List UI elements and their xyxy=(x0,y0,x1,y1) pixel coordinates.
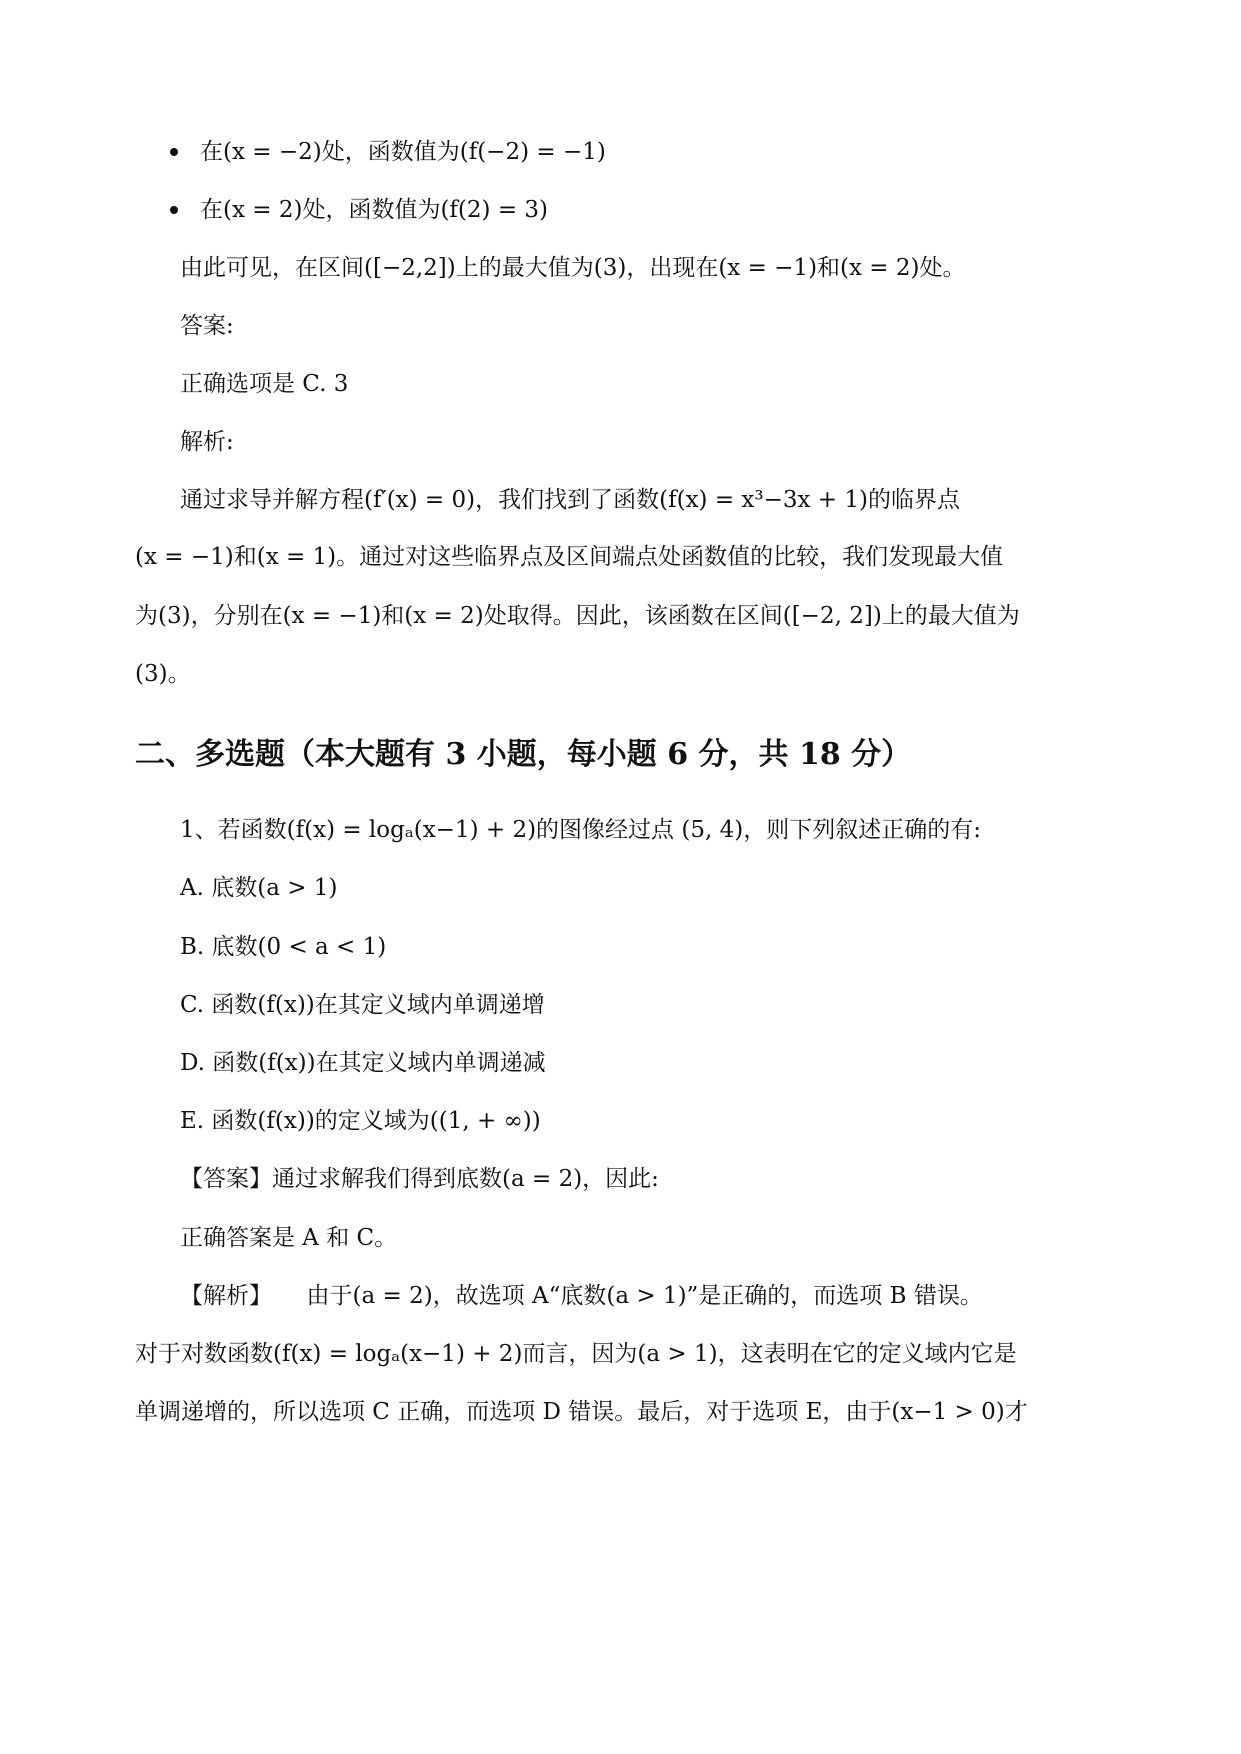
option-a: A. 底数(a > 1) xyxy=(180,875,338,901)
analysis-line: (3)。 xyxy=(135,661,191,687)
answer2-result: 正确答案是 A 和 C。 xyxy=(180,1225,398,1251)
section-heading: 二、多选题（本大题有 3 小题，每小题 6 分，共 18 分） xyxy=(135,737,912,772)
option-c: C. 函数(f(x))在其定义域内单调递增 xyxy=(180,992,545,1018)
analysis-label: 解析: xyxy=(180,429,234,455)
analysis2-line: 单调递增的，所以选项 C 正确，而选项 D 错误。最后，对于选项 E，由于(x−1 > 0)才 xyxy=(135,1399,1028,1425)
bullet-dot xyxy=(170,148,178,156)
summary-text: 由此可见，在区间([−2,2])上的最大值为(3)，出现在(x = −1)和(x = 2)处。 xyxy=(180,255,966,281)
bullet-item: 在(x = −2)处，函数值为(f(−2) = −1) xyxy=(200,139,606,165)
bullet-dot xyxy=(170,206,178,214)
analysis-line: 为(3)，分别在(x = −1)和(x = 2)处取得。因此，该函数在区间([−2, 2])上的最大值为 xyxy=(135,603,1020,629)
question-text: 1、若函数(f(x) = logₐ(x−1) + 2)的图像经过点 (5, 4)，则下列叙述正确的有: xyxy=(180,817,981,843)
answer2-text: 【答案】通过求解我们得到底数(a = 2)，因此: xyxy=(180,1166,659,1192)
analysis-line: 通过求导并解方程(f′(x) = 0)，我们找到了函数(f(x) = x³−3x + 1)的临界点 xyxy=(180,487,960,513)
option-e: E. 函数(f(x))的定义域为((1, + ∞)) xyxy=(180,1108,541,1134)
analysis2-line: 【解析】 由于(a = 2)，故选项 A“底数(a > 1)”是正确的，而选项 B 错误。 xyxy=(180,1283,983,1309)
answer-text: 正确选项是 C. 3 xyxy=(180,371,349,397)
analysis-line: (x = −1)和(x = 1)。通过对这些临界点及区间端点处函数值的比较，我们发现最大值 xyxy=(135,544,1004,570)
bullet-item: 在(x = 2)处，函数值为(f(2) = 3) xyxy=(200,197,549,223)
answer-label: 答案: xyxy=(180,313,234,339)
option-d: D. 函数(f(x))在其定义域内单调递减 xyxy=(180,1050,546,1076)
analysis2-line: 对于对数函数(f(x) = logₐ(x−1) + 2)而言，因为(a > 1)，这表明在它的定义域内它是 xyxy=(135,1341,1017,1367)
option-b: B. 底数(0 < a < 1) xyxy=(180,934,387,960)
